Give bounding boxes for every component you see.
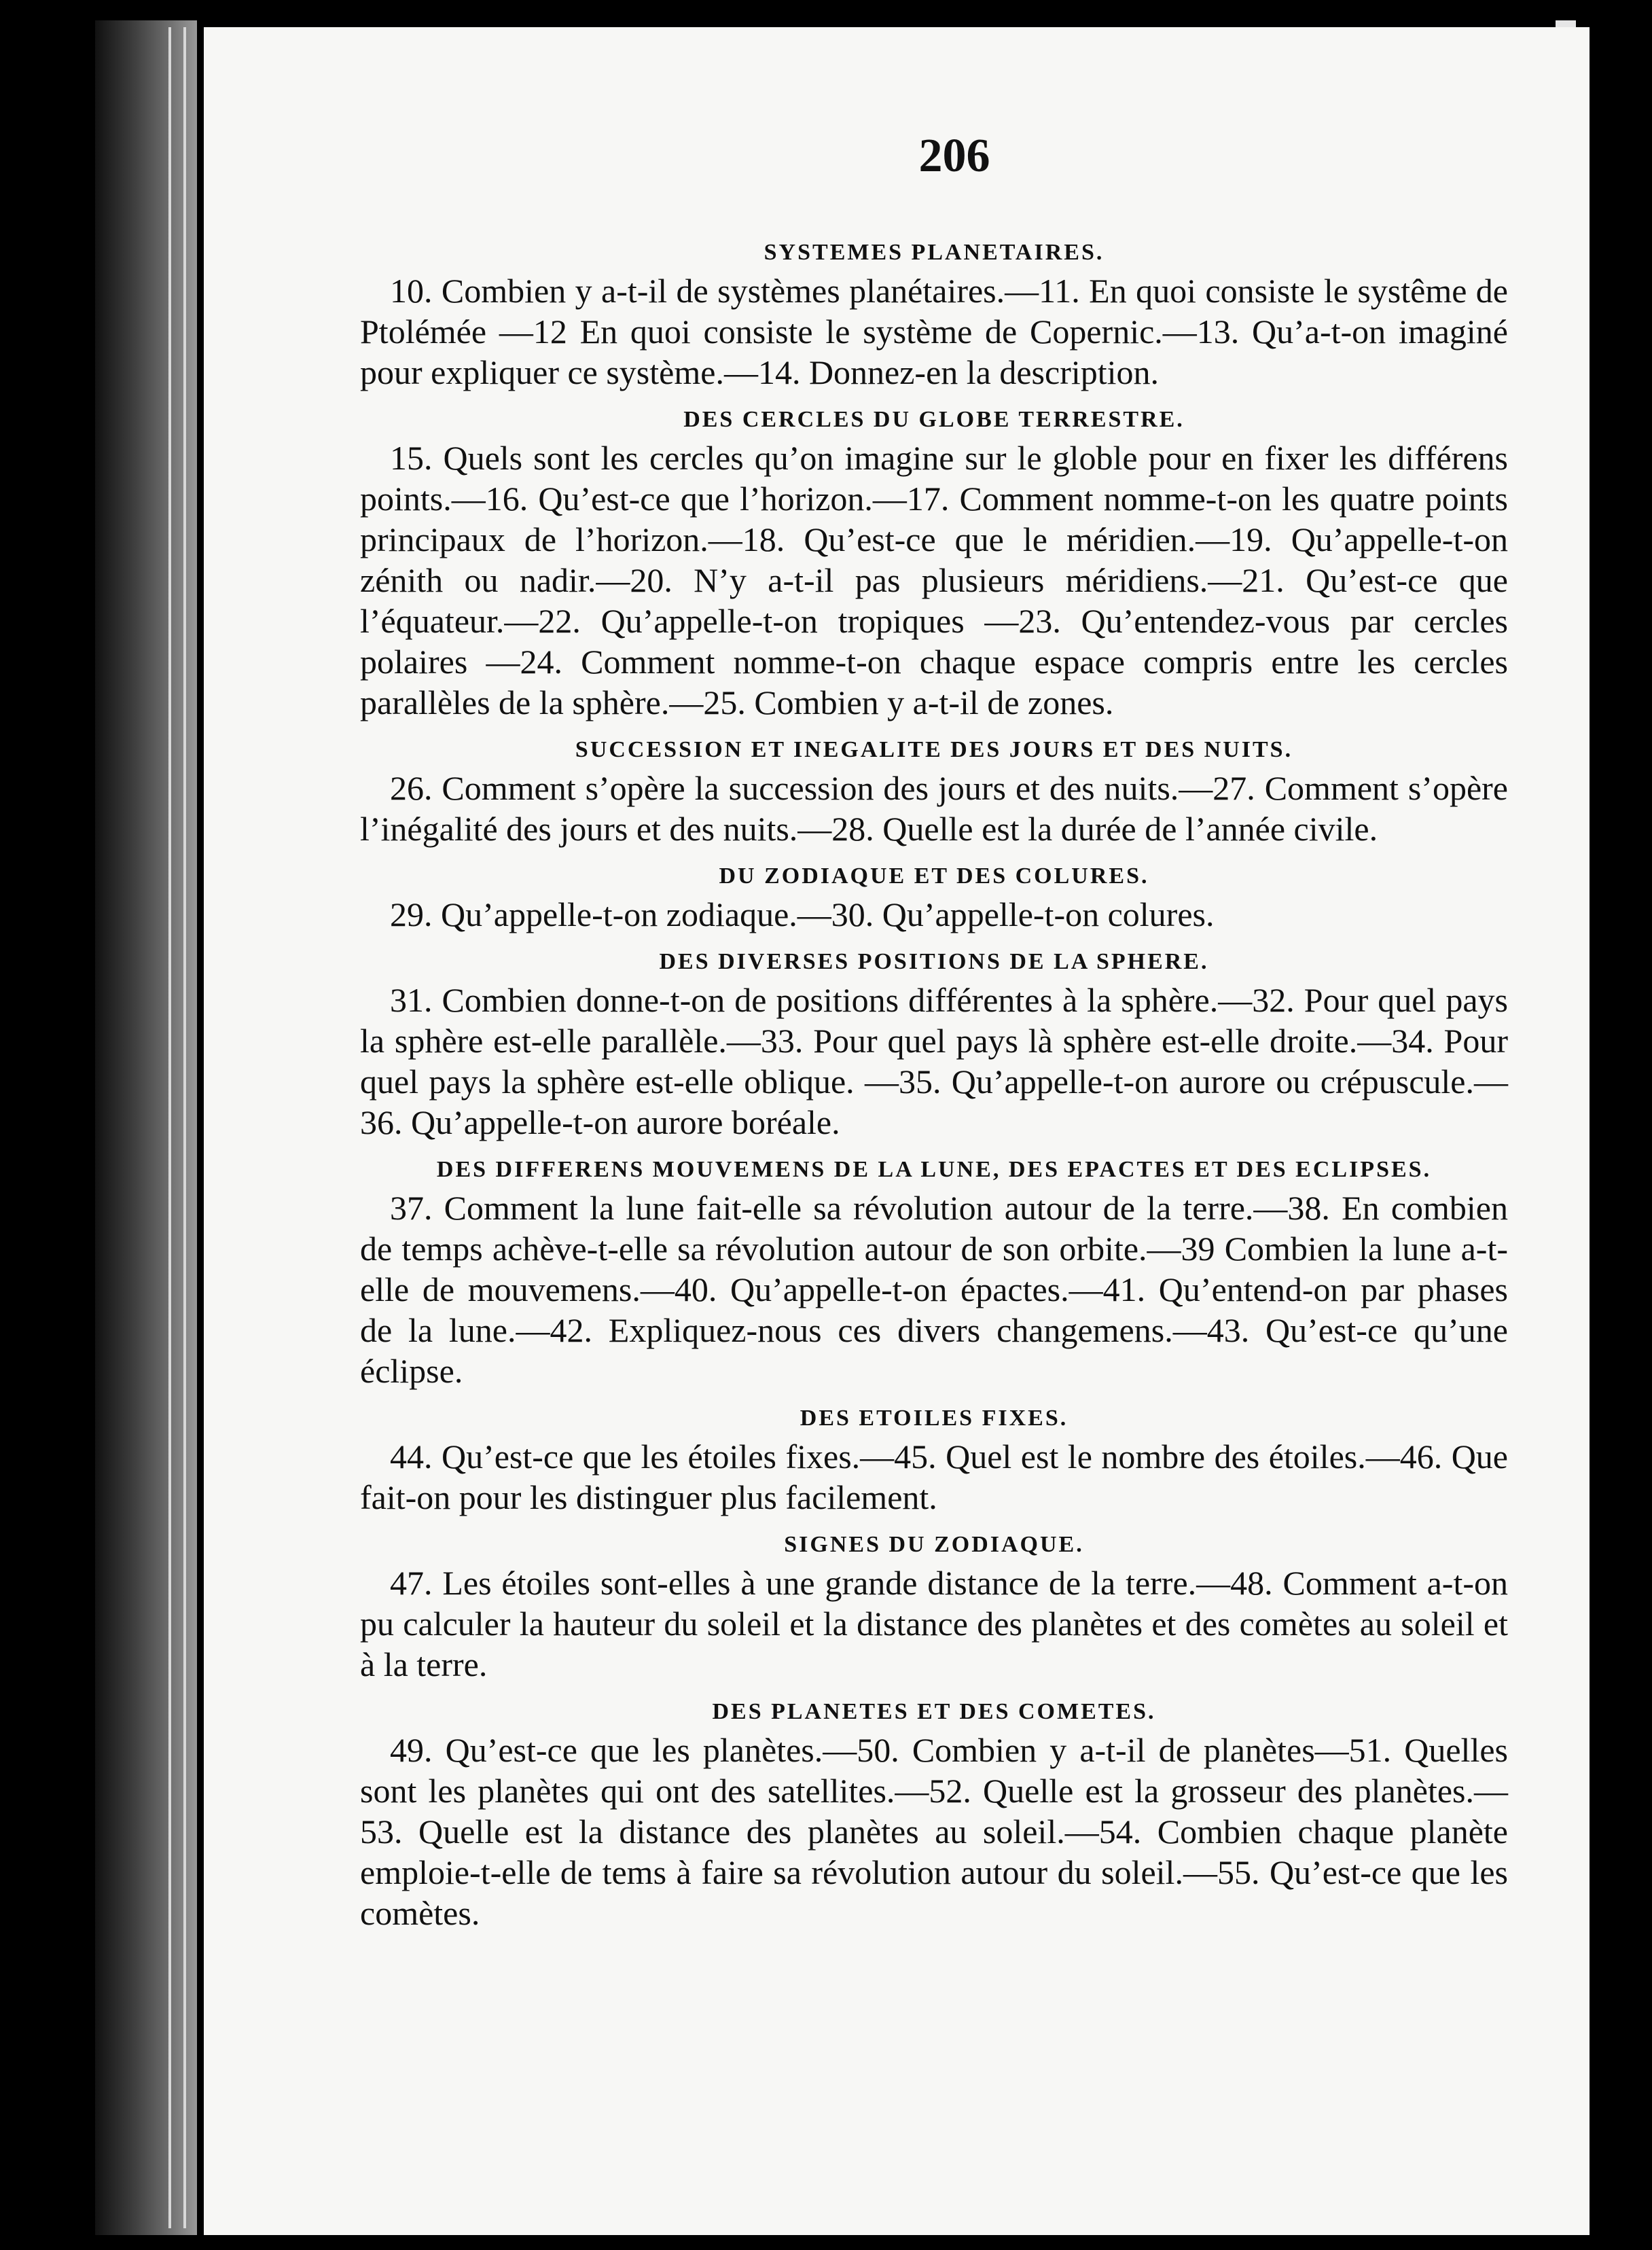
page-number: 206 — [918, 130, 990, 182]
section-signes-zodiaque — [360, 1523, 1508, 1685]
section-succession-jours — [360, 728, 1508, 849]
section-heading: SYSTEMES PLANETAIRES. — [764, 240, 1105, 265]
section-heading: SIGNES DU ZODIAQUE. — [784, 1532, 1084, 1557]
section-planetes-cometes — [360, 1690, 1508, 1933]
section-mouvemens-lune — [360, 1148, 1508, 1391]
section-heading: DES DIFFERENS MOUVEMENS DE LA LUNE, DES EPACTES ET DES ECLIPSES. — [436, 1157, 1432, 1182]
section-paragraph: 37. Comment la lune fait-elle sa révolution autour de la terre.—38. En combien de temps achève-t-elle sa révolution autour de son orbite.—39 Combien la lune a-t-elle de mouvemens.—40. Qu’appelle-t-on épactes.—41. Qu’entend-on par phases de la lune.—42. Expliquez-nous ces divers changemens.—43. Qu’est-ce qu’une éclipse. — [360, 1189, 1508, 1390]
section-paragraph: 10. Combien y a-t-il de systèmes planétaires.—11. En quoi consiste le systême de Ptolémée —12 En quoi consiste le système de Copernic.—13. Qu’a-t-on imaginé pour expliquer ce système.—14. Donnez-en la description. — [360, 272, 1508, 391]
section-cercles-globe — [360, 398, 1508, 723]
page-text — [360, 129, 1508, 1939]
book-binding — [95, 20, 197, 2235]
section-paragraph: 29. Qu’appelle-t-on zodiaque.—30. Qu’appelle-t-on colures. — [390, 895, 1215, 933]
section-heading: DU ZODIAQUE ET DES COLURES. — [719, 863, 1149, 889]
section-paragraph: 49. Qu’est-ce que les planètes.—50. Combien y a-t-il de planètes—51. Quelles sont les planètes qui ont des satellites.—52. Quelle est la grosseur des planètes.—53. Quelle est la distance des planètes au soleil.—54. Combien chaque planète emploie-t-elle de tems à faire sa révolution autour du soleil.—55. Qu’est-ce que les comètes. — [360, 1731, 1508, 1932]
section-heading: DES PLANETES ET DES COMETES. — [712, 1699, 1156, 1724]
section-paragraph: 31. Combien donne-t-on de positions différentes à la sphère.—32. Pour quel pays la sphère est-elle parallèle.—33. Pour quel pays là sphère est-elle droite.—34. Pour quel pays la sphère est-elle oblique. —35. Qu’appelle-t-on aurore ou crépuscule.—36. Qu’appelle-t-on aurore boréale. — [360, 981, 1508, 1141]
binding-edge-line — [183, 27, 186, 2228]
section-zodiaque-colures — [360, 855, 1508, 935]
section-paragraph: 47. Les étoiles sont-elles à une grande distance de la terre.—48. Comment a-t-on pu calculer la hauteur du soleil et la distance des planètes et des comètes au soleil et à la terre. — [360, 1564, 1508, 1683]
section-heading: SUCCESSION ET INEGALITE DES JOURS ET DES NUITS. — [575, 737, 1293, 762]
section-etoiles-fixes — [360, 1397, 1508, 1518]
section-heading: DES CERCLES DU GLOBE TERRESTRE. — [683, 407, 1185, 432]
section-paragraph: 44. Qu’est-ce que les étoiles fixes.—45. Quel est le nombre des étoiles.—46. Que fait-on pour les distinguer plus facilement. — [360, 1438, 1508, 1516]
section-heading: DES DIVERSES POSITIONS DE LA SPHERE. — [659, 949, 1209, 974]
section-paragraph: 26. Comment s’opère la succession des jours et des nuits.—27. Comment s’opère l’inégalité des jours et des nuits.—28. Quelle est la durée de l’année civile. — [360, 769, 1508, 848]
section-paragraph: 15. Quels sont les cercles qu’on imagine sur le globle pour en fixer les différens points.—16. Qu’est-ce que l’horizon.—17. Comment nomme-t-on les quatre points principaux de l’horizon.—18. Qu’est-ce que le méridien.—19. Qu’appelle-t-on zénith ou nadir.—20. N’y a-t-il pas plusieurs méridiens.—21. Qu’est-ce que l’équateur.—22. Qu’appelle-t-on tropiques —23. Qu’entendez-vous par cercles polaires —24. Comment nomme-t-on chaque espace compris entre les cercles parallèles de la sphère.—25. Combien y a-t-il de zones. — [360, 439, 1508, 721]
section-positions-sphere — [360, 940, 1508, 1143]
section-systemes-planetaires — [360, 231, 1508, 393]
binding-edge-line — [168, 27, 171, 2228]
section-heading: DES ETOILES FIXES. — [800, 1406, 1069, 1431]
